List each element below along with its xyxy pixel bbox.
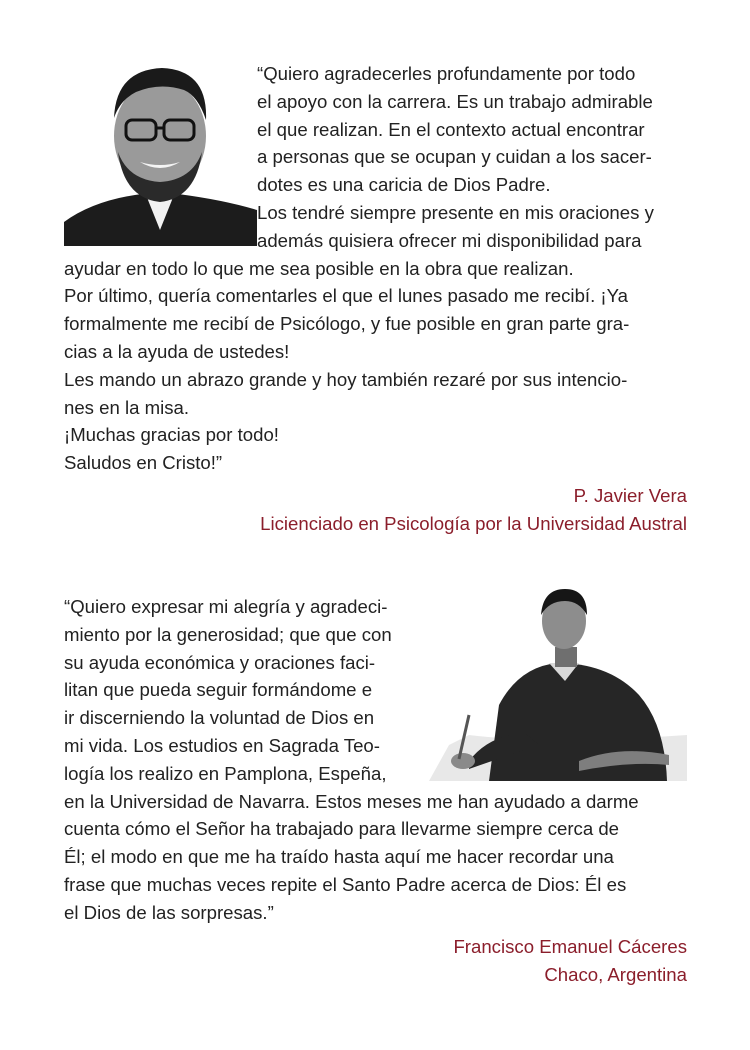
priest-photo — [64, 60, 257, 246]
quote-line: Los tendré siempre presente en mis oraciones y — [257, 201, 654, 223]
quote-line: dotes es una caricia de Dios Padre. — [257, 174, 551, 196]
author-name: P. Javier Vera — [573, 485, 687, 506]
quote-line: a personas que se ocupan y cuidan a los sacer- — [257, 146, 652, 168]
author-credential: Licienciado en Psicología por la Universidad Austral — [260, 512, 687, 534]
quote-line: en la Universidad de Navarra. Estos meses me han ayudado a darme — [64, 790, 639, 812]
quote-line: Él; el modo en que me ha traído hasta aquí me hacer recordar una — [64, 846, 614, 868]
testimonial-2 — [64, 593, 687, 927]
testimonial-2-signature — [64, 933, 687, 989]
quote-line: cuenta cómo el Señor ha trabajado para llevarme siempre cerca de — [64, 818, 620, 840]
quote-line: el Dios de las sorpresas.” — [64, 901, 274, 923]
quote-line: además quisiera ofrecer mi disponibilidad para — [257, 229, 642, 251]
testimonial-1 — [64, 60, 687, 477]
quote-line: litan que pueda seguir formándome e — [64, 679, 373, 701]
author-name: Francisco Emanuel Cáceres — [453, 936, 687, 957]
testimonial-1-signature — [64, 482, 687, 538]
quote-line: mi vida. Los estudios en Sagrada Teo- — [64, 734, 380, 756]
quote-line: frase que muchas veces repite el Santo Padre acerca de Dios: Él es — [64, 873, 627, 895]
student-portrait-image — [429, 585, 687, 781]
quote-line: miento por la generosidad; que que con — [64, 623, 392, 645]
quote-line: Les mando un abrazo grande y hoy también rezaré por sus intencio- — [64, 368, 628, 390]
quote-line: “Quiero expresar mi alegría y agradeci- — [64, 596, 388, 617]
quote-line: ir discerniendo la voluntad de Dios en — [64, 707, 375, 729]
quote-line: ayudar en todo lo que me sea posible en la obra que realizan. — [64, 257, 574, 279]
priest-portrait-image — [64, 60, 257, 246]
quote-line: Por último, quería comentarles el que el lunes pasado me recibí. ¡Ya — [64, 285, 628, 307]
quote-line: ¡Muchas gracias por todo! — [64, 424, 279, 446]
quote-line: el que realizan. En el contexto actual encontrar — [257, 118, 645, 140]
quote-line: el apoyo con la carrera. Es un trabajo admirable — [257, 90, 653, 112]
quote-line: cias a la ayuda de ustedes! — [64, 340, 290, 362]
student-photo — [429, 585, 687, 781]
quote-line: “Quiero agradecerles profundamente por todo — [257, 63, 636, 84]
quote-line: formalmente me recibí de Psicólogo, y fue posible en gran parte gra- — [64, 313, 630, 335]
quote-line: nes en la misa. — [64, 396, 190, 418]
quote-line: logía los realizo en Pamplona, Espeña, — [64, 762, 387, 784]
author-location: Chaco, Argentina — [544, 963, 687, 985]
quote-line: Saludos en Cristo!” — [64, 452, 223, 474]
quote-line: su ayuda económica y oraciones faci- — [64, 651, 376, 673]
